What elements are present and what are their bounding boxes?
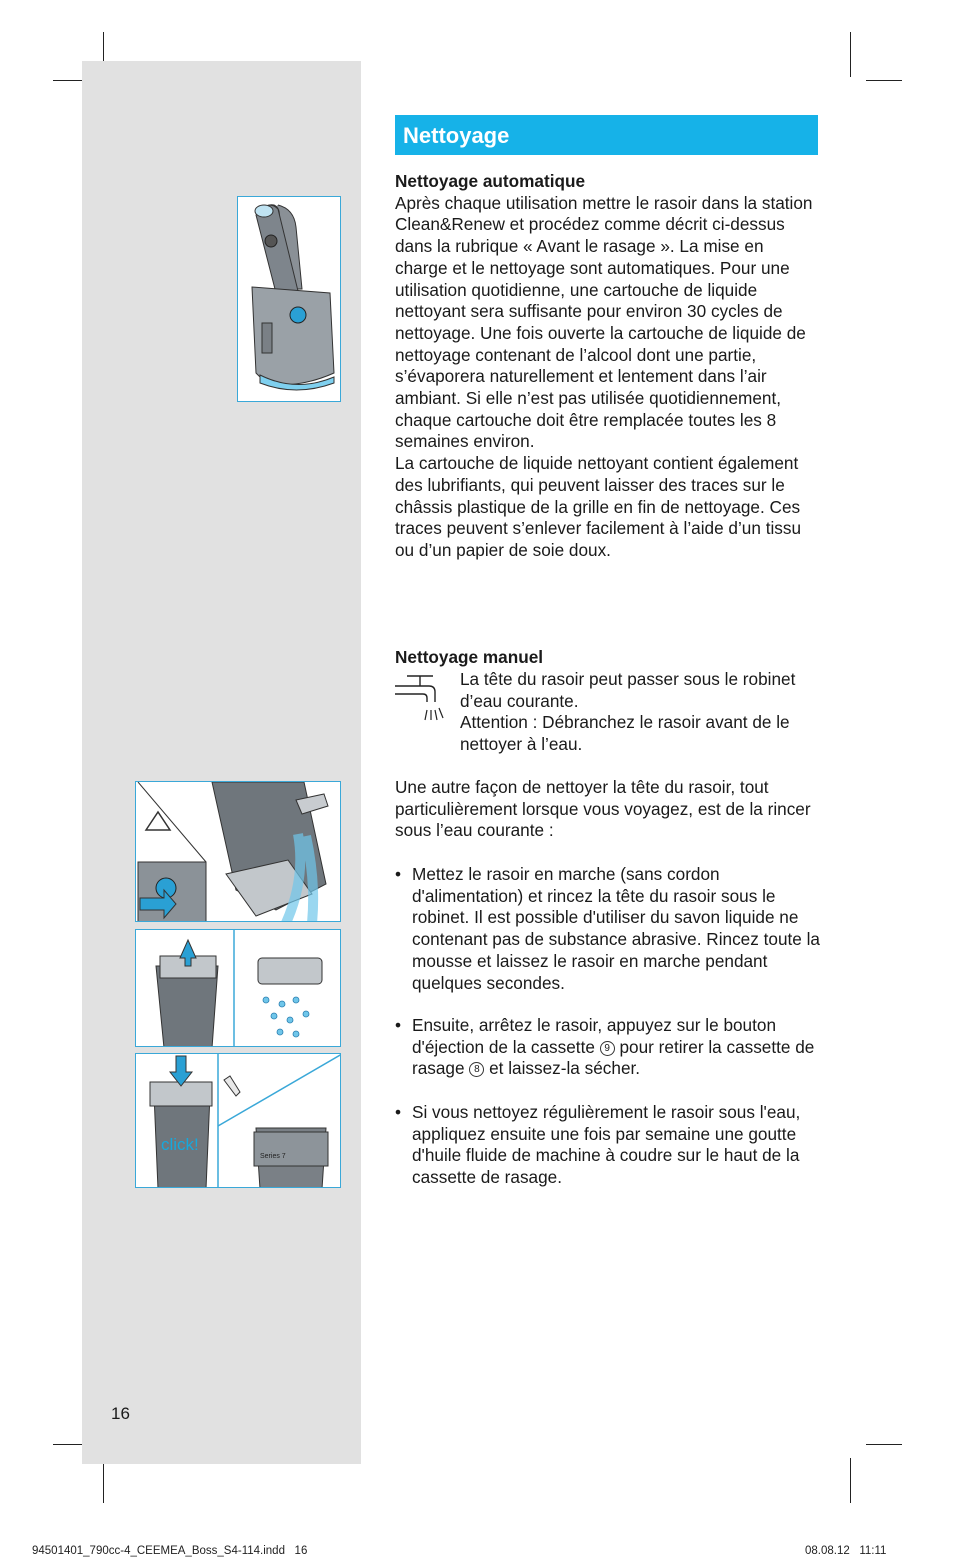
cassette-ref: 8 <box>469 1062 484 1077</box>
footer-date: 08.08.12 11:11 <box>805 1545 887 1557</box>
crop-mark <box>850 32 851 77</box>
click-label: click! <box>161 1135 199 1154</box>
crop-mark <box>103 1458 104 1503</box>
bullet-text-part: Ensuite, arrêtez le rasoir, appuyez sur le bouton d'éjection de la cassette <box>412 1015 777 1057</box>
tap-icon <box>393 672 447 722</box>
footer-file-info: 94501401_790cc-4_CEEMEA_Boss_S4-114.indd 16 <box>32 1545 308 1557</box>
bullet-symbol: • <box>395 1102 402 1122</box>
bullet-text: Si vous nettoyez régulièrement le rasoir sous l'eau, appliquez ensuite une fois par semaine une goutte d'huile fluide de machine à coudre sur le haut de la cassette de rasage. <box>412 1102 801 1188</box>
bullet-text <box>412 1015 822 1080</box>
series-label: Series 7 <box>260 1153 286 1160</box>
tap-text: La tête du rasoir peut passer sous le robinet d’eau courante. <box>460 669 796 711</box>
oil-illustration <box>136 1054 341 1188</box>
unplug-warning: Attention : Débranchez le rasoir avant de le nettoyer à l’eau. <box>460 712 790 755</box>
bullet-text-part: pour retirer la cassette de rasage <box>412 1036 815 1079</box>
oil-cassette-figure <box>135 1053 341 1188</box>
manual-intro <box>395 777 820 842</box>
rinse-step-figure <box>135 781 341 922</box>
eject-illustration <box>136 930 341 1047</box>
page-number: 16 <box>111 1404 130 1423</box>
bullet-symbol: • <box>395 864 402 884</box>
rinse-illustration <box>136 782 341 922</box>
auto-cleaning-heading: Nettoyage automatique <box>395 171 586 191</box>
eject-cassette-figure <box>135 929 341 1047</box>
tap-instructions <box>460 669 822 756</box>
bullet-symbol: • <box>395 1015 402 1035</box>
crop-mark <box>850 1458 851 1503</box>
clean-station-illustration <box>238 197 341 402</box>
manual-heading-block <box>395 647 820 669</box>
crop-mark <box>866 80 902 81</box>
crop-mark <box>866 1444 902 1445</box>
auto-cleaning-body-2: La cartouche de liquide nettoyant contient également des lubrifiants, qui peuvent laisser des traces sur le châssis plastique de la grille en fin de nettoyage. Ces traces peuvent s’enlever facilement à l’aide d’un tissu ou d’un papier de soie doux. <box>395 453 802 560</box>
cassette-button-ref: 9 <box>600 1041 615 1056</box>
auto-cleaning-body: Après chaque utilisation mettre le rasoir dans la station Clean&Renew et procédez comme décrit ci-dessus dans la rubrique « Avant le rasage ». La mise en charge et le nettoyage sont automatiques. Pour une utilisation quotidienne, une cartouche de liquide nettoyant sera suffisante pour environ 30 cycles de nettoyage. Une fois ouverte la cartouche de liquide de nettoyage contenant de l’alcool dont une partie, s’évaporera naturellement et lentement dans l’air ambiant. Si elle n’est pas utilisée quotidiennement, chaque cartouche doit être remplacée toutes les 8 semaines environ. <box>395 192 813 452</box>
manual-intro-text: Une autre façon de nettoyer la tête du rasoir, tout particulièrement lorsque vous voyagez, est de la rincer sous l’eau courante : <box>395 777 811 841</box>
section-title-bar <box>395 115 818 155</box>
clean-station-figure <box>237 196 341 402</box>
page-title: Nettoyage <box>403 123 510 148</box>
bullet-text-part: et laissez-la sécher. <box>489 1058 641 1079</box>
manual-cleaning-heading: Nettoyage manuel <box>395 647 544 667</box>
auto-cleaning-section <box>395 171 820 562</box>
bullet-text: Mettez le rasoir en marche (sans cordon d'alimentation) et rincez la tête du rasoir sous le robinet. Il est possible d'utiliser du savon liquide ne contenant pas de substance abrasive. Rincez toute la mousse et laissez le rasoir en marche pendant quelques secondes. <box>412 864 820 993</box>
